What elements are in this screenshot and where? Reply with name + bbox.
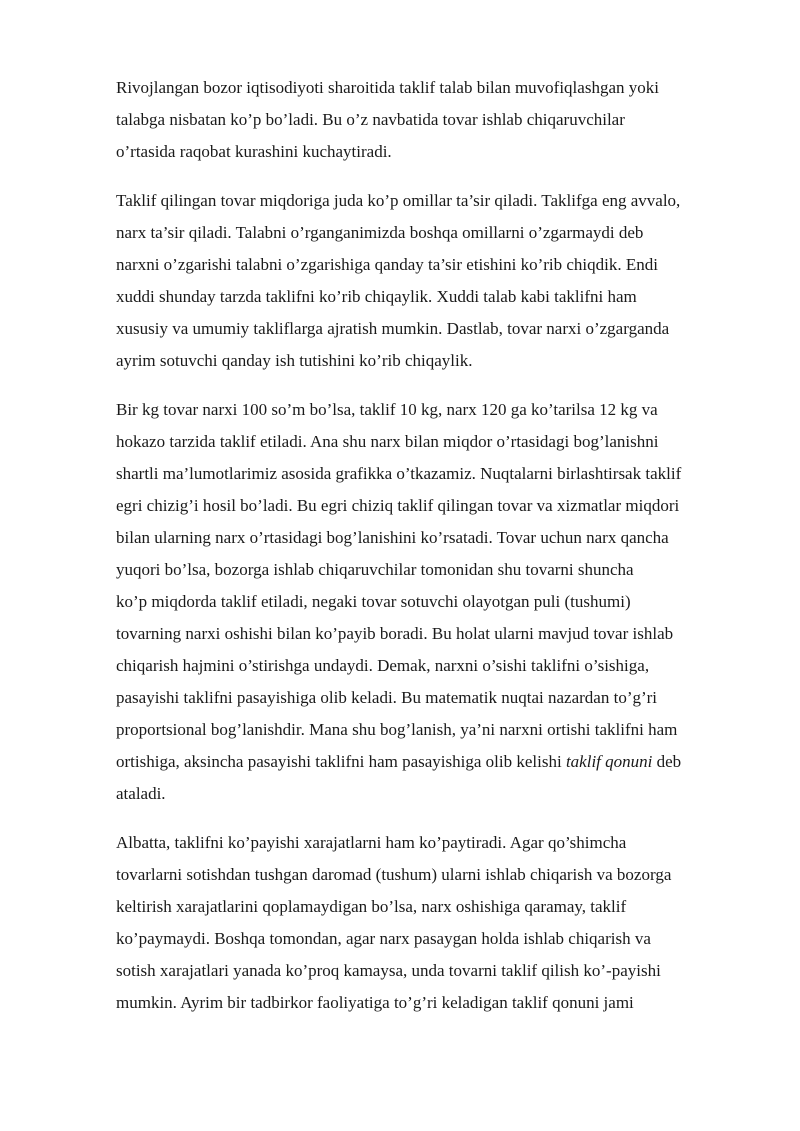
document-body [116, 72, 756, 1036]
text-fragment: deb [652, 752, 682, 771]
text-line: tovarning narxi oshishi bilan ko’payib boradi. Bu holat ularni mavjud tovar ishlab [116, 624, 674, 643]
text-line: talabga nisbatan ko’p bo’ladi. Bu o’z navbatida tovar ishlab chiqaruvchilar [116, 110, 625, 129]
paragraph-2 [116, 185, 756, 377]
text-line: keltirish xarajatlarini qoplamaydigan bo’lsa, narx oshishiga qaramay, taklif [116, 897, 627, 916]
paragraph-4 [116, 827, 756, 1019]
text-line: ko’p miqdorda taklif etiladi, negaki tovar sotuvchi olayotgan puli (tushumi) [116, 592, 631, 611]
text-line: xususiy va umumiy takliflarga ajratish mumkin. Dastlab, tovar narxi o’zgarganda [116, 319, 670, 338]
text-line: ayrim sotuvchi qanday ish tutishini ko’rib chiqaylik. [116, 351, 473, 370]
term-taklif-qonuni: taklif qonuni [565, 752, 653, 771]
text-line: bilan ularning narx o’rtasidagi bog’lanishini ko’rsatadi. Tovar uchun narx qancha [116, 528, 669, 547]
text-line-with-term [116, 746, 756, 778]
text-line: Rivojlangan bozor iqtisodiyoti sharoitida taklif talab bilan muvofiqlashgan yoki [116, 78, 659, 97]
text-line: tovarlarni sotishdan tushgan daromad (tushum) ularni ishlab chiqarish va bozorga [116, 865, 672, 884]
text-line: Bir kg tovar narxi 100 so’m bo’lsa, taklif 10 kg, narx 120 ga ko’tarilsa 12 kg va [116, 400, 658, 419]
text-line: Albatta, taklifni ko’payishi xarajatlarni ham ko’paytiradi. Agar qo’shimcha [116, 833, 627, 852]
text-line: shartli ma’lumotlarimiz asosida grafikka o’tkazamiz. Nuqtalarni birlashtirsak taklif [116, 464, 682, 483]
text-line: sotish xarajatlari yanada ko’proq kamaysa, unda tovarni taklif qilish ko’-payishi [116, 961, 661, 980]
text-line: xuddi shunday tarzda taklifni ko’rib chiqaylik. Xuddi talab kabi taklifni ham [116, 287, 637, 306]
text-line: yuqori bo’lsa, bozorga ishlab chiqaruvchilar tomonidan shu tovarni shuncha [116, 560, 634, 579]
text-line: narx ta’sir qiladi. Talabni o’rganganimizda boshqa omillarni o’zgarmaydi deb [116, 223, 644, 242]
text-line: hokazo tarzida taklif etiladi. Ana shu narx bilan miqdor o’rtasidagi bog’lanishni [116, 432, 659, 451]
paragraph-3 [116, 394, 756, 810]
text-line: chiqarish hajmini o’stirishga undaydi. Demak, narxni o’sishi taklifni o’sishiga, [116, 656, 650, 675]
paragraph-1 [116, 72, 756, 168]
text-line: mumkin. Ayrim bir tadbirkor faoliyatiga to’g’ri keladigan taklif qonuni jami [116, 993, 634, 1012]
text-line: proportsional bog’lanishdir. Mana shu bog’lanish, ya’ni narxni ortishi taklifni ham [116, 720, 678, 739]
text-line: ko’paymaydi. Boshqa tomondan, agar narx pasaygan holda ishlab chiqarish va [116, 929, 651, 948]
text-line: Taklif qilingan tovar miqdoriga juda ko’p omillar ta’sir qiladi. Taklifga eng avvalo, [116, 191, 681, 210]
text-line: egri chizig’i hosil bo’ladi. Bu egri chiziq taklif qilingan tovar va xizmatlar miqdori [116, 496, 680, 515]
text-line: pasayishi taklifni pasayishiga olib keladi. Bu matematik nuqtai nazardan to’g’ri [116, 688, 658, 707]
text-line: o’rtasida raqobat kurashini kuchaytiradi. [116, 142, 392, 161]
text-fragment: ortishiga, aksincha pasayishi taklifni ham pasayishiga olib kelishi [116, 752, 566, 771]
text-line: narxni o’zgarishi talabni o’zgarishiga qanday ta’sir etishini ko’rib chiqdik. Endi [116, 255, 658, 274]
text-line: ataladi. [116, 784, 166, 803]
